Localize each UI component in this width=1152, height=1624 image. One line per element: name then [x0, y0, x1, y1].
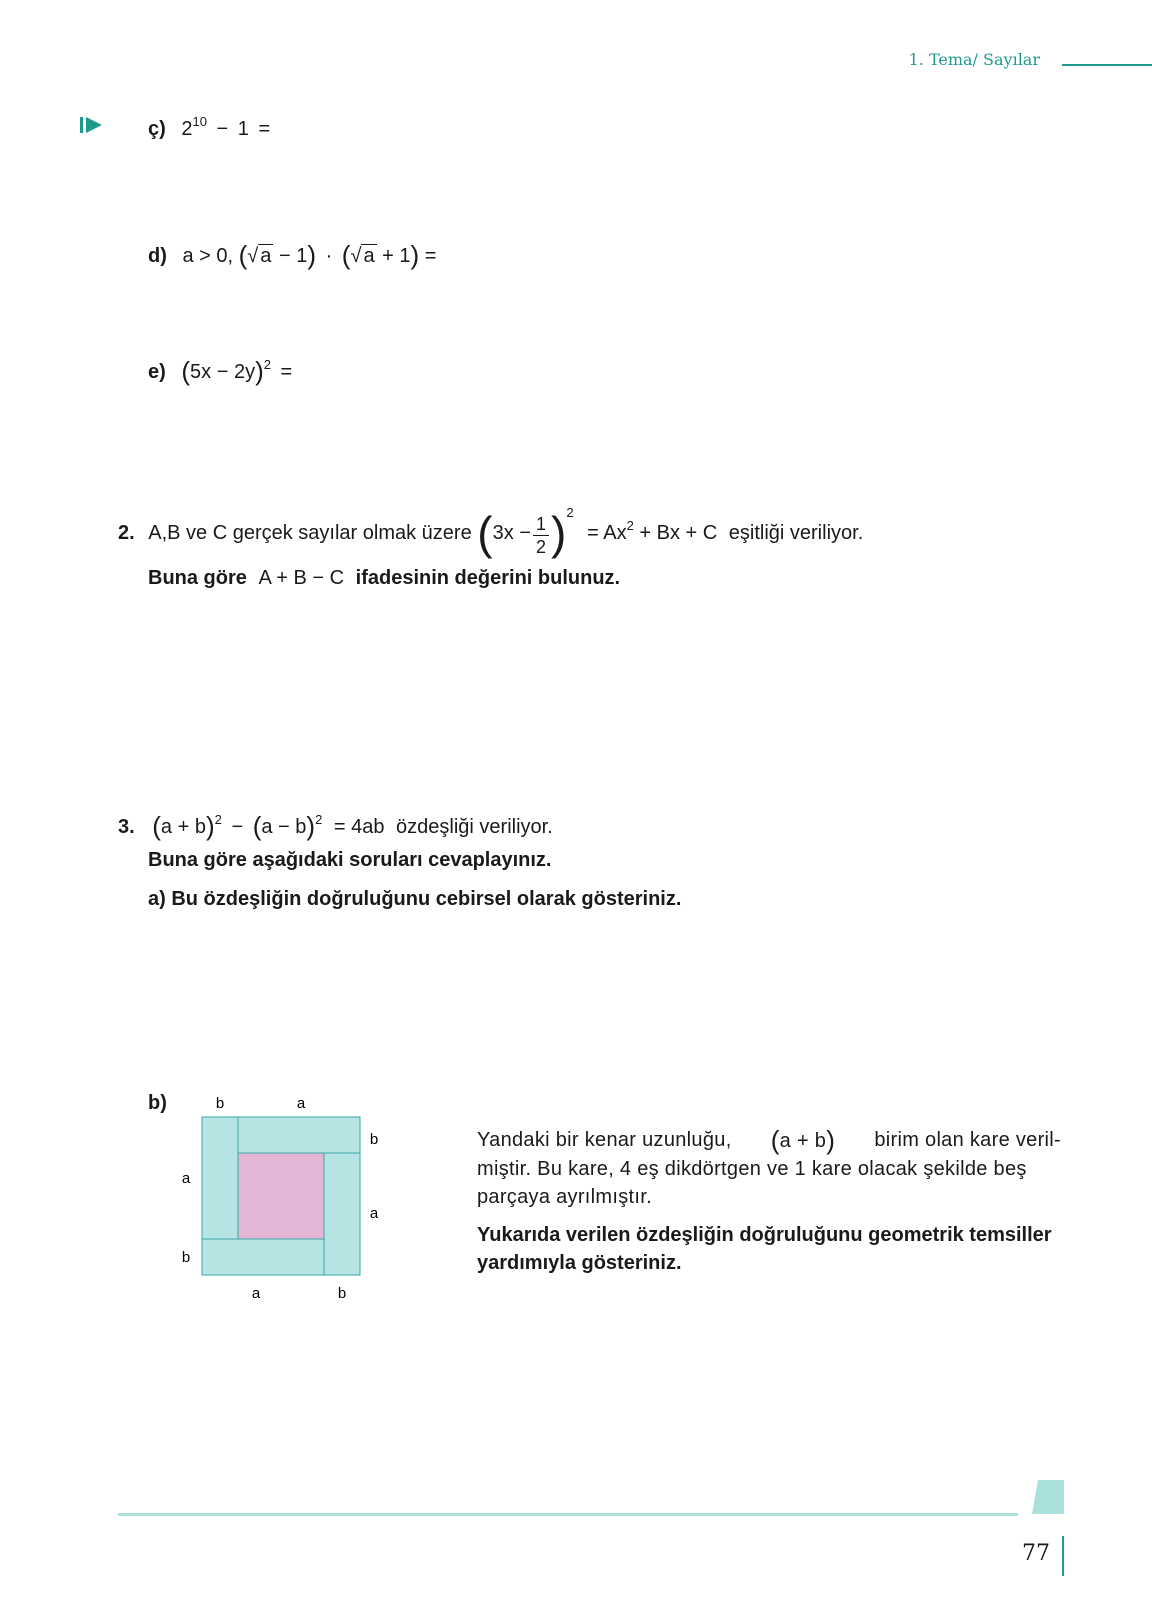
question-2-rparen: ): [550, 507, 567, 559]
footer-rule: [118, 1513, 1018, 1516]
question-3-lparen-2: (: [252, 811, 262, 841]
sqrt-icon: √: [350, 245, 362, 267]
item-d-lparen-2: (: [341, 240, 351, 270]
question-3-inner-1: a + b: [160, 816, 206, 838]
task-b-line-2: yardımıyla gösteriniz.: [477, 1252, 682, 1274]
question-2-exp: 2: [566, 505, 574, 520]
item-c-exp: 10: [192, 114, 207, 129]
question-3-task: Buna göre aşağıdaki soruları cevaplayınız.: [148, 849, 552, 871]
question-3-exp-1: 2: [214, 812, 222, 827]
question-2-rhs-exp: 2: [626, 518, 634, 533]
diagram-rect-right: [324, 1153, 360, 1275]
item-d-dot: ·: [325, 245, 333, 267]
description-expr: (a + b): [770, 1125, 836, 1155]
question-2-rhs-2: + Bx + C: [639, 522, 718, 544]
diagram-label-top-b: b: [215, 1095, 225, 1112]
description-line-3: parçaya ayrılmıştır.: [477, 1186, 652, 1208]
item-c-eq: =: [258, 118, 271, 140]
item-e-eq: =: [280, 361, 293, 383]
question-2-number: 2.: [118, 522, 135, 544]
question-3-number: 3.: [118, 816, 135, 838]
item-d-rparen-2: ): [410, 240, 420, 270]
question-3-part-b-description: [477, 1126, 1061, 1277]
item-d-radicand-1: a: [260, 245, 272, 267]
description-text-2: birim olan kare veril-: [874, 1129, 1061, 1151]
diagram-rect-top: [238, 1117, 360, 1153]
description-text-1: Yandaki bir kenar uzunluğu,: [477, 1129, 732, 1151]
item-d-radicand-2: a: [363, 245, 375, 267]
item-e: [148, 356, 296, 387]
item-d-minus-one: − 1: [278, 245, 308, 267]
diagram-label-top-a: a: [296, 1095, 306, 1112]
item-e-rparen: ): [255, 356, 264, 386]
diagram-label-left-b: b: [181, 1249, 191, 1266]
diagram-label-bottom-b: b: [337, 1285, 347, 1302]
item-c: [148, 114, 274, 141]
question-2-task-expr: A + B − C: [258, 567, 345, 589]
footer-tab-shape: [1032, 1480, 1064, 1514]
page-number: 77: [1022, 1541, 1050, 1566]
question-3-inner-2: a − b: [261, 816, 307, 838]
question-2-text-2: eşitliği veriliyor.: [728, 522, 864, 544]
item-d-plus-one: + 1: [382, 245, 411, 267]
question-3-lparen-1: (: [152, 811, 161, 841]
sqrt-icon: √: [247, 245, 259, 267]
header-title: 1. Tema/ Sayılar: [908, 50, 1040, 69]
item-c-base: 2: [181, 118, 193, 140]
diagram-rect-bottom: [202, 1239, 324, 1275]
question-3-part-b-label: b): [148, 1092, 167, 1114]
question-3-rhs: = 4ab: [333, 816, 385, 838]
item-d-condition: a > 0,: [182, 245, 234, 267]
play-icon: [80, 116, 104, 134]
square-diagram: [170, 1086, 410, 1306]
fraction-numerator: 1: [533, 513, 549, 536]
item-c-minus: −: [216, 118, 229, 140]
question-2-term: 3x −: [492, 522, 531, 544]
item-e-label: e): [148, 361, 166, 383]
item-d-label: d): [148, 245, 167, 267]
diagram-rect-left: [202, 1117, 238, 1239]
item-e-inner: 5x − 2y: [190, 361, 256, 383]
item-d-lparen-1: (: [238, 240, 248, 270]
question-2-lparen: (: [477, 507, 493, 559]
question-3-rparen-1: ): [205, 811, 215, 841]
diagram-label-bottom-a: a: [251, 1285, 261, 1302]
description-line-2: miştir. Bu kare, 4 eş dikdörtgen ve 1 kare olacak şekilde beş: [477, 1158, 1027, 1180]
item-d-eq: =: [424, 245, 437, 267]
question-3-part-a: a) Bu özdeşliğin doğruluğunu cebirsel olarak gösteriniz.: [148, 888, 682, 910]
question-3-rparen-2: ): [306, 811, 316, 841]
description-line-1: [477, 1126, 1061, 1155]
item-d: [148, 240, 436, 271]
question-2-fraction: [533, 513, 549, 558]
question-2-task-a: Buna göre: [148, 567, 247, 589]
task-b-line-1: Yukarıda verilen özdeşliğin doğruluğunu geometrik temsiller: [477, 1224, 1052, 1246]
item-c-one: 1: [237, 118, 249, 140]
question-2-task: [148, 567, 620, 590]
item-e-exp: 2: [263, 357, 271, 372]
page-number-bar: [1062, 1536, 1064, 1576]
question-3-text: özdeşliği veriliyor.: [396, 816, 553, 838]
question-3-exp-2: 2: [315, 812, 323, 827]
question-2-text: A,B ve C gerçek sayılar olmak üzere: [148, 522, 472, 544]
fraction-denominator: 2: [535, 537, 546, 557]
diagram-label-right-a: a: [369, 1205, 379, 1222]
question-3: [118, 811, 553, 842]
header-rule: [1062, 64, 1152, 66]
question-2: [118, 506, 863, 560]
diagram-inner-square: [238, 1153, 324, 1239]
diagram-label-left-a: a: [181, 1170, 191, 1187]
question-3-minus: −: [231, 816, 244, 838]
diagram-label-right-b: b: [369, 1131, 379, 1148]
item-c-label: ç): [148, 118, 166, 140]
item-e-lparen: (: [181, 356, 191, 386]
question-2-rhs-1: = Ax: [587, 522, 627, 544]
question-2-task-b: ifadesinin değerini bulunuz.: [355, 567, 621, 589]
item-d-rparen-1: ): [307, 240, 316, 270]
